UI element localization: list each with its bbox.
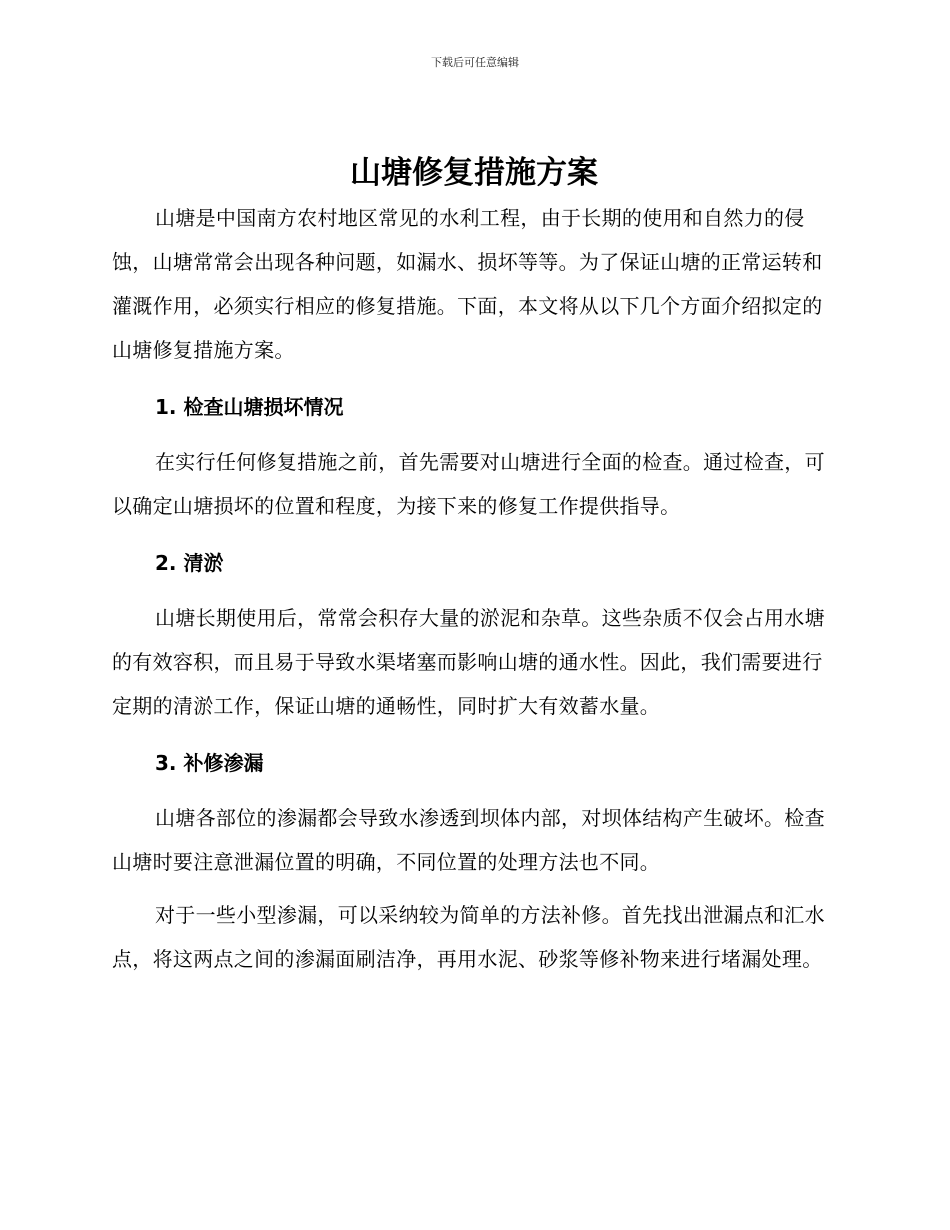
document-body <box>112 150 836 990</box>
document-title: 山塘修复措施方案 <box>350 155 598 191</box>
section-paragraph-leak-repair-2: 对于一些小型渗漏，可以采纳较为简单的方法补修。首先找出泄漏点和汇水点，将这两点之间的渗漏面刷洁净，再用水泥、砂浆等修补物来进行堵漏处理。 <box>112 903 825 971</box>
section-paragraph-dredge: 山塘长期使用后，常常会积存大量的淤泥和杂草。这些杂质不仅会占用水塘的有效容积，而且易于导致水渠堵塞而影响山塘的通水性。因此，我们需要进行定期的清淤工作，保证山塘的通畅性，同时扩大有效蓄水量。 <box>112 606 825 718</box>
intro-paragraph: 山塘是中国南方农村地区常见的水利工程，由于长期的使用和自然力的侵蚀，山塘常常会出现各种问题，如漏水、损坏等等。为了保证山塘的正常运转和灌溉作用，必须实行相应的修复措施。下面，本文将从以下几个方面介绍拟定的山塘修复措施方案。 <box>112 206 823 362</box>
section-paragraph-leak-repair-1: 山塘各部位的渗漏都会导致水渗透到坝体内部，对坝体结构产生破坏。检查山塘时要注意泄漏位置的明确，不同位置的处理方法也不同。 <box>112 806 825 874</box>
header-note: 下载后可任意编辑 <box>431 56 519 69</box>
section-heading-inspect: 1. 检查山塘损坏情况 <box>155 395 344 419</box>
section-paragraph-inspect: 在实行任何修复措施之前，首先需要对山塘进行全面的检查。通过检查，可以确定山塘损坏的位置和程度，为接下来的修复工作提供指导。 <box>112 450 825 518</box>
section-heading-dredge: 2. 清淤 <box>155 551 224 575</box>
section-heading-leak-repair: 3. 补修渗漏 <box>155 751 264 775</box>
